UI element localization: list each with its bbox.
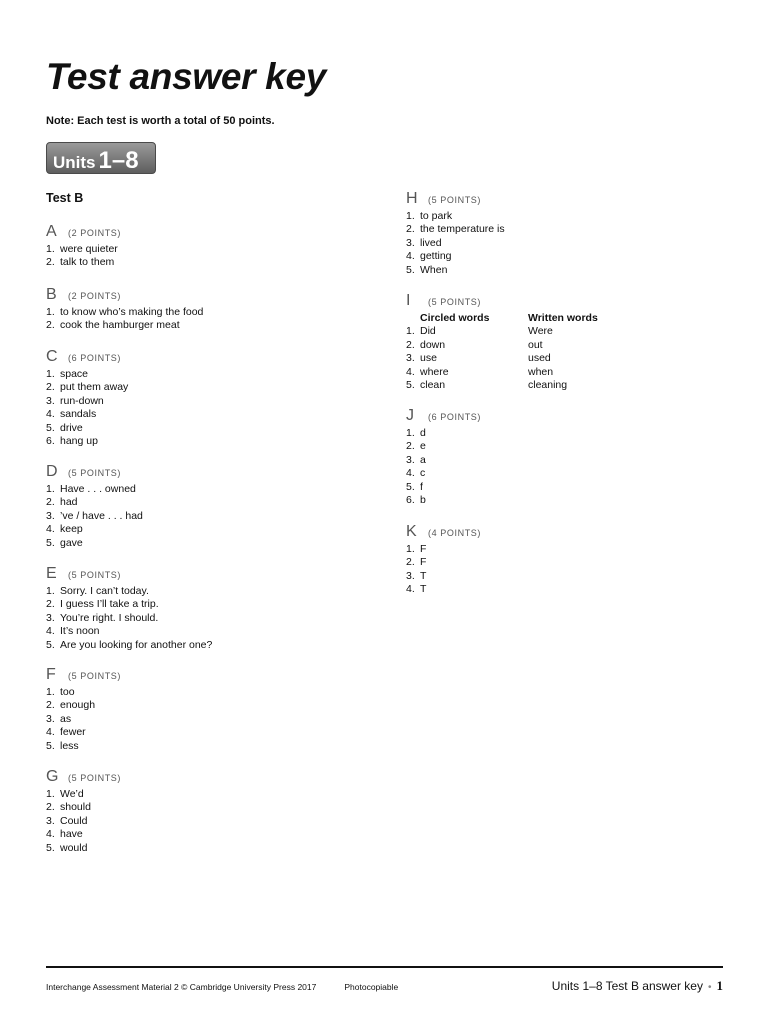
item-answer: getting [420,250,452,263]
section-header [46,770,121,788]
footer-publisher: Interchange Assessment Material 2 © Cambridge University Press 2017 [46,982,317,992]
section-letter: A [46,223,57,240]
answer-item [46,435,128,448]
written-words-header: Written words [528,312,598,324]
answer-item [46,726,121,739]
item-number: 4. [46,523,55,536]
item-answer: as [60,712,72,725]
answer-item [46,740,121,753]
item-number: 6. [46,435,55,448]
section-d [46,465,143,550]
item-number: 5. [46,739,55,752]
answer-item [46,368,128,381]
item-answer: drive [60,421,83,434]
footer-separator: • [707,982,712,993]
item-answer: F [420,556,427,569]
item-number: 3. [46,394,55,407]
page-number: 1 [716,978,723,993]
answer-item [46,686,121,699]
answer-item [406,427,481,440]
answer-item [46,256,121,269]
section-points: (2 POINTS) [68,228,122,238]
answer-item [46,713,121,726]
section-i [406,294,598,392]
answer-item [406,543,481,556]
item-answer: ’ve / have . . . had [60,509,143,522]
item-answer: keep [60,523,83,536]
item-number: 2. [406,556,415,569]
item-number: 5. [46,841,55,854]
item-answer: Could [60,814,88,827]
answer-item [406,223,505,236]
answer-item [46,523,143,536]
answer-item [406,339,598,352]
item-number: 1. [46,585,55,597]
answer-item [46,639,212,652]
item-number: 5. [46,638,55,651]
item-number: 1. [46,686,55,698]
item-number: 1. [406,325,415,338]
item-number: 3. [46,509,55,522]
answer-item [46,395,128,408]
item-number: 1. [46,788,55,800]
item-number: 4. [46,726,55,739]
item-answer: to know who’s making the food [60,306,204,318]
section-header [46,465,143,483]
section-letter: F [46,666,56,683]
written-word: used [528,352,551,365]
column-spacer [406,312,420,325]
item-answer: cook the hamburger meat [60,319,180,332]
written-word: when [528,365,554,378]
answer-item [46,306,203,319]
item-number: 4. [406,250,415,263]
answer-item [46,788,121,801]
item-answer: F [420,543,427,555]
item-number: 3. [406,236,415,249]
badge-word: Units [53,153,96,172]
section-header [406,525,481,543]
item-number: 5. [46,421,55,434]
item-answer: space [60,368,89,380]
test-label: Test B [46,191,84,205]
answer-item [46,598,212,611]
item-number: 4. [406,583,415,596]
item-answer: T [420,569,427,582]
answer-item [46,422,128,435]
item-number: 5. [406,480,415,493]
item-number: 2. [46,801,55,814]
section-letter: J [406,407,414,424]
item-answer: gave [60,536,83,549]
section-points: (5 POINTS) [68,570,122,580]
item-answer: less [60,739,79,752]
answer-item [406,366,598,379]
answer-item [406,440,481,453]
answer-item [406,264,505,277]
answer-item [406,250,505,263]
section-letter: D [46,463,58,480]
section-header [46,567,212,585]
answer-item [406,570,481,583]
answer-item [46,625,212,638]
section-points: (5 POINTS) [68,468,122,478]
item-number: 6. [406,494,415,507]
section-e [46,567,212,652]
item-answer: e [420,440,426,453]
item-number: 1. [406,543,415,555]
answer-item [406,556,481,569]
item-answer: were quieter [60,243,118,255]
answer-item [406,379,598,392]
answer-item [46,612,212,625]
item-number: 3. [46,712,55,725]
circled-word: use [420,352,437,365]
answer-item [406,583,481,596]
item-answer: talk to them [60,256,115,269]
item-answer: to park [420,210,453,222]
answer-item [46,699,121,712]
item-number: 3. [406,569,415,582]
circled-word: down [420,338,446,351]
section-letter: I [406,292,411,309]
circled-word: clean [420,379,446,392]
answer-item [406,210,505,223]
footer-running-title: Units 1–8 Test B answer key [551,979,703,993]
item-answer: I guess I’ll take a trip. [60,598,159,611]
section-points: (2 POINTS) [68,291,122,301]
section-points: (5 POINTS) [68,773,122,783]
item-number: 2. [406,223,415,236]
section-g [46,770,121,855]
item-answer: Are you looking for another one? [60,638,213,651]
circled-word: Did [420,325,436,338]
item-number: 4. [406,365,415,378]
item-number: 4. [406,467,415,480]
section-header [406,409,481,427]
item-number: 1. [406,427,415,439]
answer-item [406,325,598,338]
item-answer: had [60,496,78,509]
section-header [46,668,121,686]
section-header [46,288,203,306]
section-letter: B [46,286,57,303]
item-number: 3. [46,611,55,624]
item-answer: should [60,801,91,814]
item-number: 2. [46,256,55,269]
item-answer: T [420,583,427,596]
section-letter: E [46,565,57,582]
answer-item [406,494,481,507]
section-letter: H [406,190,418,207]
item-answer: too [60,686,75,698]
item-number: 2. [46,598,55,611]
item-answer: Have . . . owned [60,483,136,495]
item-answer: d [420,427,426,439]
answer-item [46,483,143,496]
answer-item [46,801,121,814]
item-answer: c [420,467,426,480]
written-word: Were [528,325,553,338]
answer-item [406,352,598,365]
item-answer: put them away [60,381,129,394]
item-number: 4. [46,828,55,841]
item-number: 1. [406,210,415,222]
section-header [406,294,598,312]
answer-item [46,585,212,598]
answer-item [406,467,481,480]
answer-item [46,243,121,256]
section-points: (5 POINTS) [428,297,482,307]
item-answer: We’d [60,788,84,800]
section-letter: G [46,768,59,785]
item-number: 2. [46,381,55,394]
item-number: 2. [46,496,55,509]
item-answer: would [60,841,88,854]
item-number: 4. [46,625,55,638]
item-answer: sandals [60,408,97,421]
item-number: 3. [406,453,415,466]
item-number: 3. [46,814,55,827]
section-letter: K [406,523,417,540]
item-answer: fewer [60,726,86,739]
column-headers [406,312,598,325]
section-points: (5 POINTS) [428,195,482,205]
section-header [406,192,505,210]
section-k [406,525,481,597]
item-answer: You’re right. I should. [60,611,159,624]
answer-item [406,454,481,467]
answer-item [46,496,143,509]
item-number: 5. [406,263,415,276]
answer-item [46,408,128,421]
answer-item [406,237,505,250]
section-header [46,350,128,368]
circled-words-header: Circled words [420,312,490,324]
written-word: out [528,338,543,351]
section-points: (6 POINTS) [68,353,122,363]
footer-right [552,978,723,994]
item-number: 3. [406,352,415,365]
item-answer: b [420,494,426,507]
answer-item [46,815,121,828]
section-points: (6 POINTS) [428,412,482,422]
answer-item [46,842,121,855]
item-number: 1. [46,243,55,255]
units-badge [46,142,156,174]
answer-item [46,319,203,332]
item-number: 1. [46,368,55,380]
footer-rule [46,966,723,968]
item-answer: the temperature is [420,223,505,236]
footer-photocopiable: Photocopiable [344,982,399,992]
circled-word: where [420,365,449,378]
item-answer: have [60,828,83,841]
item-number: 5. [46,536,55,549]
section-points: (4 POINTS) [428,528,482,538]
page-title: Test answer key [46,56,327,97]
section-f [46,668,121,753]
section-a [46,225,121,270]
item-number: 1. [46,483,55,495]
section-c [46,350,128,448]
written-word: cleaning [528,379,568,392]
item-number: 2. [406,440,415,453]
item-answer: a [420,453,426,466]
note: Note: Each test is worth a total of 50 points. [46,115,275,127]
section-h [406,192,505,277]
item-answer: f [420,480,423,493]
footer [46,978,723,994]
item-number: 2. [406,338,415,351]
item-answer: It’s noon [60,625,100,638]
answer-item [46,537,143,550]
item-answer: hang up [60,435,98,448]
section-letter: C [46,348,58,365]
item-number: 5. [406,379,415,392]
section-points: (5 POINTS) [68,671,122,681]
answer-item [46,510,143,523]
item-answer: Sorry. I can’t today. [60,585,149,597]
section-b [46,288,203,333]
answer-item [46,381,128,394]
item-answer: enough [60,699,96,712]
item-answer: lived [420,236,442,249]
item-number: 2. [46,319,55,332]
item-number: 1. [46,306,55,318]
badge-range: 1–8 [98,147,139,174]
answer-item [406,481,481,494]
item-answer: run-down [60,394,104,407]
item-number: 2. [46,699,55,712]
answer-item [46,828,121,841]
section-header [46,225,121,243]
item-number: 4. [46,408,55,421]
section-j [406,409,481,507]
item-answer: When [420,263,448,276]
